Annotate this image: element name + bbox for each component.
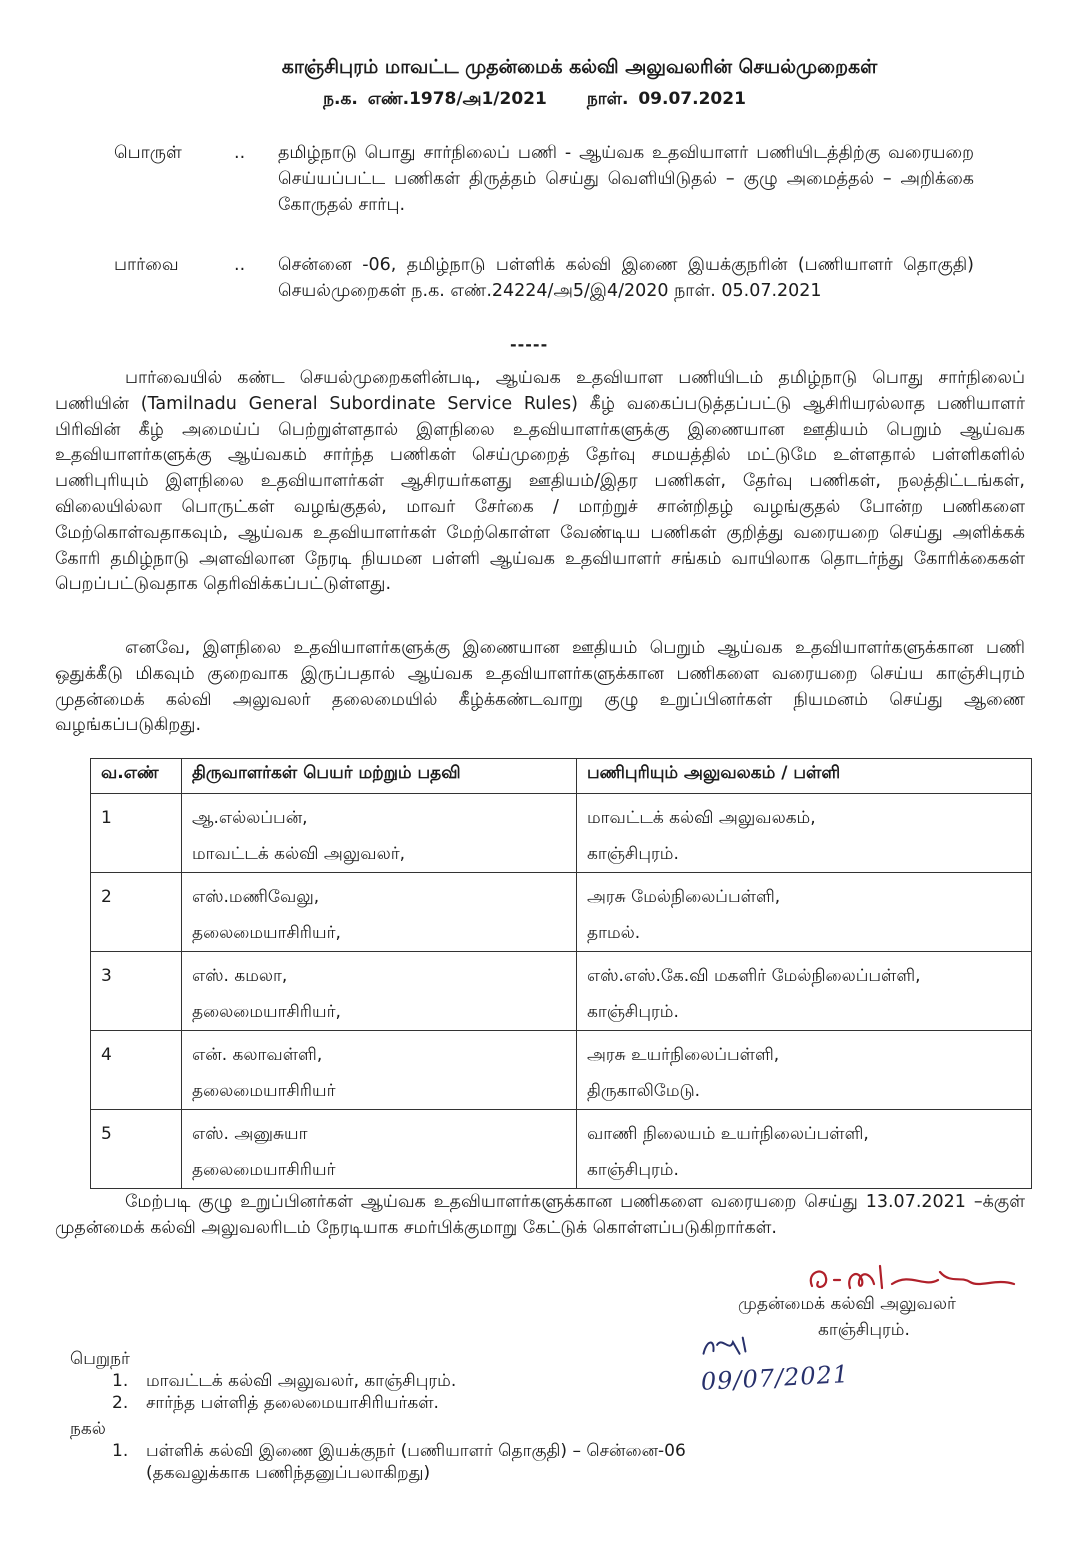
item-text: பள்ளிக் கல்வி இணை இயக்குநர் (பணியாளர் தொகுதி) – சென்னை-06	[146, 1441, 686, 1461]
header-office: பணிபுரியும் அலுவலகம் / பள்ளி	[577, 759, 1032, 794]
member-designation: தலைமையாசிரியர்,	[192, 1002, 341, 1022]
member-place: காஞ்சிபுரம்.	[587, 844, 679, 864]
item-text: மாவட்டக் கல்வி அலுவலர், காஞ்சிபுரம்.	[146, 1371, 457, 1391]
row-office-cell	[577, 1110, 1032, 1189]
signatory-place: காஞ்சிபுரம்.	[818, 1320, 910, 1340]
document-header	[0, 56, 1079, 111]
reference-line	[0, 89, 1079, 111]
table-row	[91, 952, 1032, 1031]
member-office: மாவட்டக் கல்வி அலுவலகம்,	[587, 808, 816, 828]
item-number: 2.	[112, 1393, 129, 1413]
row-name-cell	[182, 1110, 577, 1189]
member-name: எஸ். கமலா,	[192, 966, 288, 986]
subject-text: தமிழ்நாடு பொது சார்நிலைப் பணி - ஆய்வக உதவியாளர் பணியிடத்திற்கு வரையறை செய்யப்பட்ட பணிகள் திருத்தம் செய்து வெளியிடுதல் – குழு அமைத்தல் – அறிக்கை கோருதல் சார்பு.	[278, 143, 974, 215]
row-office-cell	[577, 952, 1032, 1031]
item-number: 1.	[112, 1441, 129, 1461]
member-designation: தலைமையாசிரியர்	[192, 1081, 336, 1101]
handwritten-annotation	[698, 1326, 849, 1396]
table-row	[91, 873, 1032, 952]
row-office-cell	[577, 794, 1032, 873]
table-row	[91, 794, 1032, 873]
row-name-cell	[182, 873, 577, 952]
member-office: அரசு மேல்நிலைப்பள்ளி,	[587, 887, 781, 907]
recipients-title: பெறுநர்	[70, 1349, 130, 1369]
paragraph-1: பார்வையில் கண்ட செயல்முறைகளின்படி, ஆய்வக உதவியாள பணியிடம் தமிழ்நாடு பொது சார்நிலைப் பணியின் (Tamilnadu General Subordinate Service Rules) கீழ் வகைப்படுத்தப்பட்டு ஆசிரியரல்லாத பணியாளர் பிரிவின் கீழ் அமைய்ப் பெற்றுள்ளதால் இளநிலை உதவியாளர்களுக்கு இணையான ஊதியம் பெறும் ஆய்வக உதவியாளர்களுக்கு ஆய்வகம் சார்ந்த பணிகள் செய்முறைத் தேர்வு சமயத்தில் மட்டுமே உள்ளதால் பள்ளிகளில் பணிபுரியும் இளநிலை உதவியாளர்கள் ஆசிரயர்களது ஊதியம்/இதர பணிகள், தேர்வு பணிகள், நலத்திட்டங்கள், விலையில்லா பொருட்கள் வழங்குதல், மாவர் சேர்கை / மாற்றுச் சான்றிதழ் வழங்குதல் போன்ற பணிகளை மேற்கொள்வதாகவும், ஆய்வக உதவியாளர்கள் மேற்கொள்ள வேண்டிய பணிகள் குறித்து வரையறை செய்து அளிக்கக் கோரி தமிழ்நாடு அளவிலான நேரடி நியமன பள்ளி ஆய்வக உதவியாளர் சங்கம் வாயிலாக தொடர்ந்து கோரிக்கைகள் பெறப்பட்டுவதாக தெரிவிக்கப்பட்டுள்ளது.	[55, 368, 1025, 595]
member-name: எஸ். அனுசுயா	[192, 1124, 308, 1144]
member-place: காஞ்சிபுரம்.	[587, 1160, 679, 1180]
row-serial: 3	[91, 952, 182, 1031]
member-name: எஸ்.மணிவேலு,	[192, 887, 320, 907]
copy-note: (தகவலுக்காக பணிந்தனுப்பலாகிறது)	[146, 1463, 431, 1483]
member-office: எஸ்.எஸ்.கே.வி மகளிர் மேல்நிலைப்பள்ளி,	[587, 966, 921, 986]
header-name: திருவாளர்கள் பெயர் மற்றும் பதவி	[182, 759, 577, 794]
subject-row	[114, 140, 974, 220]
member-designation: தலைமையாசிரியர்,	[192, 923, 341, 943]
row-serial: 2	[91, 873, 182, 952]
recipients-section	[70, 1348, 456, 1414]
row-serial: 1	[91, 794, 182, 873]
table-header-row	[91, 759, 1032, 794]
ref-date: நாள். 09.07.2021	[586, 89, 746, 109]
initials-mark	[698, 1331, 759, 1358]
subject-separator: ..	[234, 143, 246, 163]
section-divider: -----	[510, 335, 549, 354]
copy-section	[70, 1418, 686, 1484]
row-name-cell	[182, 1031, 577, 1110]
row-serial: 4	[91, 1031, 182, 1110]
row-name-cell	[182, 952, 577, 1031]
member-name: ஆ.எல்லப்பன்,	[192, 808, 308, 828]
member-designation: மாவட்டக் கல்வி அலுவலர்,	[192, 844, 405, 864]
row-office-cell	[577, 1031, 1032, 1110]
signatory-title: முதன்மைக் கல்வி அலுவலர்	[738, 1294, 956, 1314]
list-item	[112, 1392, 456, 1414]
member-designation: தலைமையாசிரியர்	[192, 1160, 336, 1180]
handwritten-date: 09/07/2021	[700, 1360, 850, 1396]
reference-label: பார்வை	[114, 255, 179, 275]
member-place: தாமல்.	[587, 923, 641, 943]
committee-members-table	[90, 758, 1032, 1189]
reference-text: சென்னை -06, தமிழ்நாடு பள்ளிக் கல்வி இணை இயக்குநரின் (பணியாளர் தொகுதி) செயல்முறைகள் ந.க. எண்.24224/அ5/இ4/2020 நாள். 05.07.2021	[278, 255, 974, 301]
header-serial: வ.எண்	[91, 759, 182, 794]
item-number: 1.	[112, 1371, 129, 1391]
list-item	[112, 1370, 456, 1392]
copy-title: நகல்	[70, 1419, 106, 1439]
reference-separator: ..	[234, 255, 246, 275]
member-place: காஞ்சிபுரம்.	[587, 1002, 679, 1022]
table-row	[91, 1031, 1032, 1110]
office-title: காஞ்சிபுரம் மாவட்ட முதன்மைக் கல்வி அலுவலரின் செயல்முறைகள்	[281, 56, 878, 78]
row-office-cell	[577, 873, 1032, 952]
list-item	[112, 1440, 686, 1462]
member-name: என். கலாவள்ளி,	[192, 1045, 323, 1065]
paragraph-2: எனவே, இளநிலை உதவியாளர்களுக்கு இணையான ஊதியம் பெறும் ஆய்வக உதவியாளர்களுக்கான பணி ஒதுக்கீடு மிகவும் குறைவாக இருப்பதால் ஆய்வக உதவியாளர்களுக்கான பணிகளை வரையறை செய்ய காஞ்சிபுரம் முதன்மைக் கல்வி அலுவலர் தலைமையில் கீழ்க்கண்டவாறு குழு உறுப்பினர்கள் நியமனம் செய்து ஆணை வழங்கப்படுகிறது.	[55, 638, 1025, 736]
table-row	[91, 1110, 1032, 1189]
member-office: வாணி நிலையம் உயர்நிலைப்பள்ளி,	[587, 1124, 869, 1144]
closing-paragraph: மேற்படி குழு உறுப்பினர்கள் ஆய்வக உதவியாளர்களுக்கான பணிகளை வரையறை செய்து 13.07.2021 –க்குள் முதன்மைக் கல்வி அலுவலரிடம் நேரடியாக சமர்பிக்குமாறு கேட்டுக் கொள்ளப்படுகிறார்கள்.	[55, 1192, 1025, 1238]
ref-number: ந.க. எண்.1978/அ1/2021	[323, 89, 547, 109]
reference-row	[114, 252, 974, 332]
subject-label: பொருள்	[114, 143, 182, 163]
item-text: சார்ந்த பள்ளித் தலைமையாசிரியர்கள்.	[146, 1393, 439, 1413]
member-office: அரசு உயர்நிலைப்பள்ளி,	[587, 1045, 780, 1065]
row-serial: 5	[91, 1110, 182, 1189]
member-place: திருகாலிமேடு.	[587, 1081, 701, 1101]
row-name-cell	[182, 794, 577, 873]
